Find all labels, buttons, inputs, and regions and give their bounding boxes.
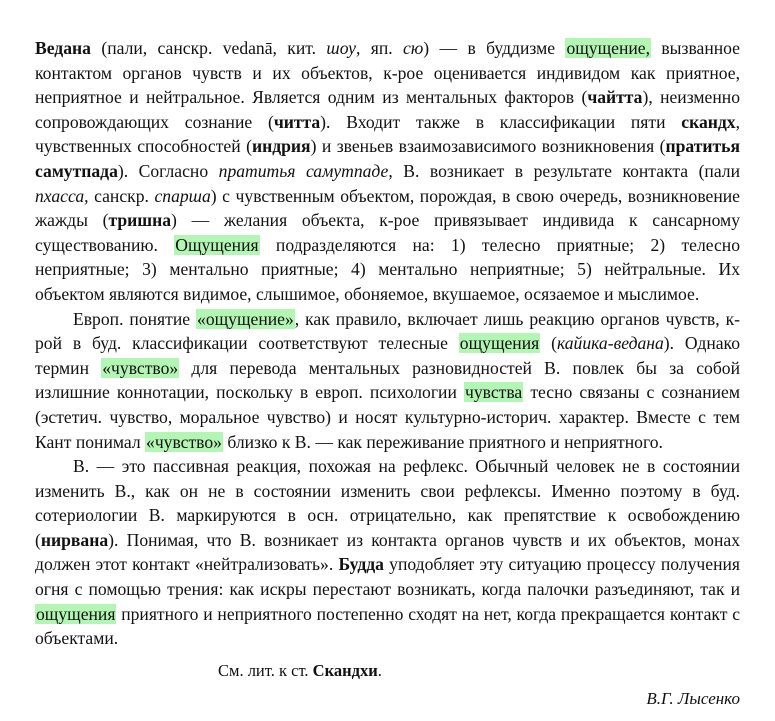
text-run: близко к В. — как переживание приятного и неприятного.: [222, 431, 663, 452]
highlighted-term: ощущения: [36, 603, 116, 624]
italic-term: кайика-ведана: [556, 333, 664, 354]
paragraph: [35, 36, 740, 307]
text-run: ). Согласно: [117, 160, 219, 181]
highlighted-term: чувства: [465, 382, 523, 403]
text-run: подразделяются на: 1) телесно приятные; 2) телесно неприятные; 3) ментально приятные; 4) ментально неприятные; 5) нейтральные. Их объектом являются видимое, слышимое, обоняемое, вкушаемое, осязаемое и мыслимое.: [35, 234, 741, 304]
italic-term: пратитья самутпаде: [218, 160, 389, 181]
bold-term[interactable]: читта: [273, 111, 321, 132]
paragraph: [35, 454, 740, 651]
text-run: В. — это пассивная реакция, похожая на рефлекс. Обычный человек не в состоянии изменить В., как он не в состоянии изменить свои рефлексы. Именно поэтому в буд. сотериологии В. маркируются в осн. отрицательно, как препятствие к освобождению (: [35, 456, 740, 550]
see-also-link[interactable]: Скандхи: [312, 660, 378, 680]
bold-term[interactable]: Ведана: [35, 38, 91, 58]
see-also-prefix: См. лит. к ст.: [218, 660, 313, 680]
text-run: для перевода ментальных разновидностей В. повлек бы за собой излишние коннотации, поскольку в европ. психологии: [35, 357, 740, 403]
see-also-suffix: .: [377, 660, 382, 680]
highlighted-term: ощущение,: [566, 38, 650, 58]
text-run: ) и звеньев взаимозависимого возникновения (: [310, 136, 666, 157]
bold-term[interactable]: Будда: [338, 554, 384, 575]
text-run: (пали, санскр. vedanā, кит.: [90, 38, 327, 58]
text-run: , В. возникает в результате контакта (пали: [388, 160, 741, 181]
text-run: вызванное контактом органов чувств и их объектов, к-рое оценивается индивидом как приятное, неприятное и нейтральное. Является одним из ментальных факторов (: [35, 38, 740, 108]
bold-term[interactable]: пратитья самутпада: [35, 136, 740, 181]
italic-term: шоу: [326, 38, 356, 58]
text-run: , как правило, включает лишь реакцию органов чувств, к-рой в буд. классификации соответствуют телесные: [35, 308, 740, 354]
italic-term: сю: [403, 38, 424, 58]
highlighted-term: «чувство»: [146, 431, 222, 452]
italic-term: пхасса,: [35, 185, 89, 206]
bold-term[interactable]: тришна: [108, 210, 172, 231]
bold-term[interactable]: индрия: [251, 136, 311, 157]
paragraph: [35, 307, 740, 455]
text-run: Европ. понятие: [73, 308, 197, 329]
text-run: ), неизменно сопровождающих сознание (: [35, 87, 740, 132]
text-run: санскр.: [88, 185, 155, 206]
text-run: тесно связаны с сознанием (эстетич. чувство, моральное чувство) и носят культурно-историч. характер. Вместе с тем Кант понимал: [35, 382, 740, 452]
text-run: (: [540, 333, 557, 354]
text-run: ) — желания объекта, к-рое привязывает индивида к сансарному существованию.: [35, 210, 740, 255]
bold-term[interactable]: скандх: [681, 111, 736, 132]
bold-term[interactable]: чайтта: [587, 87, 643, 108]
text-run: приятного и неприятного постепенно сходят на нет, когда прекращается контакт с объектами.: [35, 603, 740, 649]
highlighted-term: ощущения: [459, 333, 540, 354]
text-run: ). Однако термин: [35, 333, 741, 378]
text-run: ) — в буддизме: [423, 38, 566, 58]
highlighted-term: «ощущение»: [197, 308, 294, 329]
article-body: [35, 36, 740, 651]
text-run: , чувственных способностей (: [35, 111, 740, 157]
bold-term[interactable]: нирвана: [40, 529, 109, 550]
author-signature: В.Г. Лысенко: [646, 689, 740, 709]
text-run: ) с чувственным объектом, порождая, в свою очередь, возникновение жажды (: [35, 185, 740, 231]
highlighted-term: Ощущения: [175, 234, 259, 255]
text-run: уподобляет эту ситуацию процессу получения огня с помощью трения: как искры перестают возникать, когда палочки разъединяют, так и: [35, 554, 740, 600]
text-run: , яп.: [355, 38, 404, 58]
text-run: ). Входит также в классификации пяти: [320, 111, 682, 132]
italic-term: спарша: [154, 185, 211, 206]
text-run: ). Понимая, что В. возникает из контакта органов чувств и их объектов, монах должен этот контакт «нейтрализовать».: [35, 529, 740, 575]
highlighted-term: «чувство»: [102, 357, 179, 378]
article: [35, 36, 740, 712]
see-also: [35, 659, 740, 684]
